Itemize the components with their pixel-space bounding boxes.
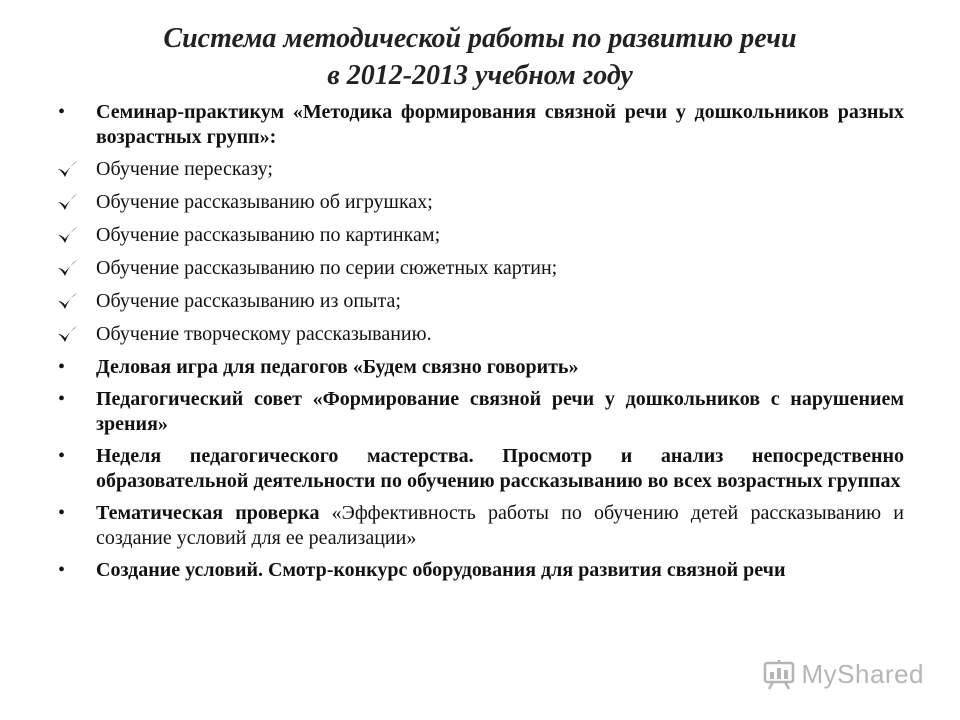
check-icon — [56, 191, 80, 213]
item-bold-text: Семинар-практикум «Методика формирования связной речи у дошкольников разных возрастных групп»: — [96, 101, 904, 148]
bullet-marker: • — [58, 356, 66, 378]
list-item — [56, 322, 904, 347]
list-item — [56, 289, 904, 314]
list-item — [56, 444, 904, 494]
check-icon — [56, 224, 80, 246]
bullet-marker: • — [58, 388, 66, 410]
check-icon — [56, 158, 80, 180]
list-item — [56, 355, 904, 380]
bullet-marker: • — [58, 445, 66, 467]
watermark — [762, 659, 925, 690]
item-text: Обучение рассказыванию из опыта; — [96, 290, 401, 312]
item-text: Обучение рассказыванию по серии сюжетных картин; — [96, 257, 558, 279]
list-item — [56, 501, 904, 551]
list-item — [56, 387, 904, 437]
check-icon — [56, 257, 80, 279]
item-bold-text: Неделя педагогического мастерства. Просмотр и анализ непосредственно образовательной деятельности по обучению рассказыванию во всех возрастных группах — [96, 445, 904, 492]
item-text: Обучение пересказу; — [96, 158, 273, 180]
list-item — [56, 558, 904, 583]
title-line-1: Система методической работы по развитию речи — [163, 23, 797, 54]
item-bold-text: Создание условий. Смотр-конкурс оборудования для развития связной речи — [96, 559, 786, 581]
bullet-marker: • — [58, 559, 66, 581]
title-line-2: в 2012-2013 учебном году — [327, 60, 633, 91]
list-item — [56, 256, 904, 281]
bullet-marker: • — [58, 502, 66, 524]
item-bold-text: Деловая игра для педагогов «Будем связно говорить» — [96, 356, 579, 378]
list-item — [56, 100, 904, 150]
item-text: «Эффективность работы по обучению детей рассказыванию и создание условий для ее реализации» — [96, 502, 904, 549]
item-text: Обучение рассказыванию по картинкам; — [96, 224, 441, 246]
list-item — [56, 157, 904, 182]
check-icon — [56, 290, 80, 312]
bullet-marker: • — [58, 101, 66, 123]
item-text: Обучение рассказыванию об игрушках; — [96, 191, 433, 213]
item-bold-text: Педагогический совет «Формирование связной речи у дошкольников с нарушением зрения» — [96, 388, 904, 435]
presentation-board-icon — [762, 660, 796, 690]
list-item — [56, 190, 904, 215]
item-bold-text: Тематическая проверка — [96, 502, 320, 524]
watermark-text: MyShared — [801, 659, 924, 689]
list-item — [56, 223, 904, 248]
check-icon — [56, 323, 80, 345]
item-text: Обучение творческому рассказыванию. — [96, 323, 432, 345]
content-list — [56, 100, 904, 590]
slide-title — [0, 20, 960, 94]
